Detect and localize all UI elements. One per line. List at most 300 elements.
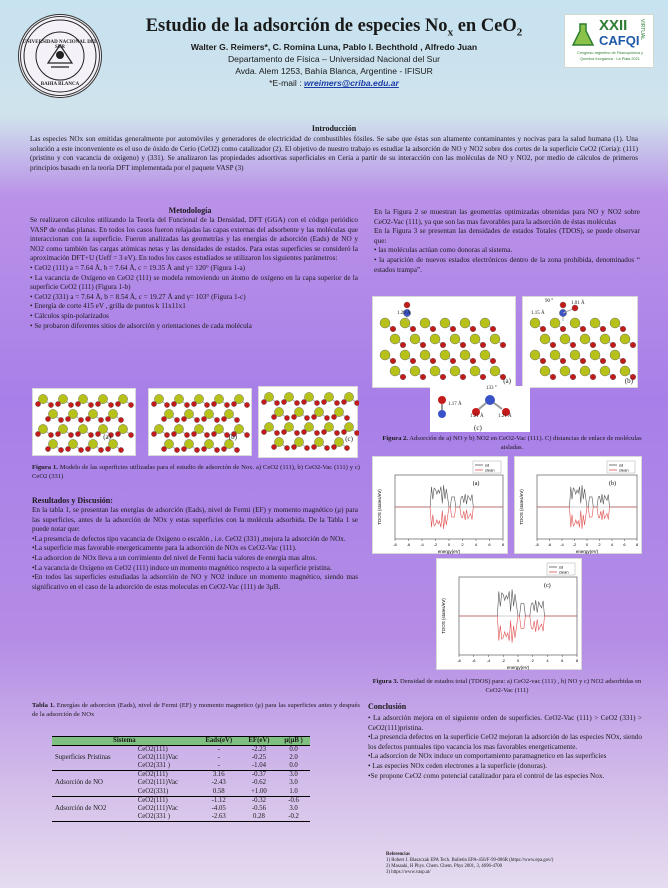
right-paragraph: • las moléculas actúan como donoras al sistema.	[374, 246, 513, 255]
plot-panel-label: (b)	[609, 481, 616, 487]
right-paragraph: En la Figura 2 se muestran las geometrías optimizadas obtenidas para NO y NO2 sobre CeO2-Vac (111), ya que son las mas favorables para la adsorción de éstas moléculas	[374, 208, 640, 226]
oxygen-atom	[231, 401, 236, 406]
fig2-panel-c	[430, 386, 530, 432]
oxygen-atom	[58, 447, 63, 452]
cerium-atom	[550, 318, 560, 328]
metodologia-bullet: • Energía de corte 415 eV , grilla de puntos k 11x11x1	[30, 302, 186, 311]
oxygen-atom	[95, 401, 100, 406]
results-table	[52, 736, 310, 822]
conclusion-paragraph: •La presencia defectos en la superficie CeO2 mejoran la adsorción de las especies NOx, siendo los defectos puntuales tipo vacancia los mas favorables energeticamente.	[368, 733, 642, 751]
cerium-atom	[400, 350, 410, 360]
oxygen-atom	[480, 342, 486, 348]
oxygen-atom	[68, 402, 73, 407]
oxygen-atom	[55, 401, 60, 406]
oxygen-atom	[261, 399, 266, 404]
table-cell: CeO2(111)Vac	[137, 779, 178, 787]
dos-trace-up	[459, 589, 577, 616]
fig2-dist: 1.17 Å	[448, 402, 462, 407]
table-cell: 3.0	[289, 779, 298, 787]
email-prefix: *E-mail :	[269, 78, 304, 88]
fig2-label-b: (b)	[624, 377, 633, 385]
table-header-row	[52, 737, 310, 746]
table-header: μ(μB )	[277, 737, 310, 746]
oxygen-atom	[164, 402, 169, 407]
logo-side: VIRTUAL	[639, 19, 645, 41]
table-cell: -0.62	[251, 779, 267, 787]
cerium-atom	[620, 334, 630, 344]
cerium-atom	[570, 350, 580, 360]
oxygen-atom	[304, 445, 309, 450]
oxygen-atom	[324, 415, 329, 420]
table-cell: +1.00	[241, 788, 277, 797]
oxygen-atom	[211, 431, 216, 436]
oxygen-atom	[470, 358, 476, 364]
resultados-paragraph: •La superficie mas favorable energeticamente para la adsorción de NOx es CeO2-Vac (111).	[32, 544, 297, 553]
table-cell: -4.05	[211, 804, 226, 812]
x-tick-label: 2	[598, 542, 601, 547]
oxygen-atom	[221, 416, 226, 421]
oxygen-atom	[540, 358, 546, 364]
table-cell: CeO2(111)	[137, 746, 168, 754]
x-tick-label: -6	[471, 658, 476, 663]
oxygen-atom	[204, 432, 209, 437]
table-cell: 0.58	[197, 788, 241, 797]
oxygen-atom	[580, 358, 586, 364]
oxygen-atom	[354, 400, 359, 405]
cerium-atom	[540, 366, 550, 376]
oxygen-atom	[344, 445, 349, 450]
fig2-caption-bold: Figura 2.	[382, 435, 408, 442]
oxygen-atom	[184, 432, 189, 437]
oxygen-atom	[304, 415, 309, 420]
table-header: Eads(eV)	[197, 737, 241, 746]
oxygen-atom	[201, 446, 206, 451]
oxygen-atom	[128, 402, 133, 407]
table-cell: 1.0	[277, 788, 310, 797]
oxygen-atom	[118, 417, 123, 422]
oxygen-atom	[105, 446, 110, 451]
oxygen-atom	[630, 342, 636, 348]
oxygen-atom	[184, 402, 189, 407]
oxygen-atom	[214, 417, 219, 422]
cerium-atom	[390, 334, 400, 344]
table-cell: CeO2(111)	[137, 771, 168, 779]
cerium-atom	[380, 350, 390, 360]
oxygen-atom	[35, 401, 40, 406]
oxygen-atom	[151, 431, 156, 436]
oxygen-atom	[65, 416, 70, 421]
title-sub-x: x	[447, 26, 454, 39]
cerium-atom	[470, 366, 480, 376]
fig2-label-c: (c)	[474, 424, 482, 432]
table-row	[52, 746, 310, 755]
fig1-panel-c	[258, 386, 358, 458]
logo-sub: CAFQI	[599, 33, 640, 48]
oxygen-atom	[291, 444, 296, 449]
x-axis-label: energy(eV)	[506, 665, 530, 670]
y-axis-label: TDOS (states/eV)	[377, 489, 382, 525]
oxygen-atom	[560, 326, 566, 332]
fig1-caption	[32, 464, 360, 481]
oxygen-atom	[115, 401, 120, 406]
cerium-atom	[530, 318, 540, 328]
table-header: EF(eV)	[241, 737, 277, 746]
cerium-atom	[430, 366, 440, 376]
table-header: Sistema	[52, 737, 197, 746]
table-cell: 0.0	[289, 746, 298, 754]
fig1-label-a: (a)	[103, 433, 111, 441]
oxygen-atom	[191, 401, 196, 406]
intro-heading: Introducción	[311, 124, 357, 133]
oxygen-atom	[460, 374, 466, 380]
cerium-atom	[440, 350, 450, 360]
cerium-atom	[620, 366, 630, 376]
oxygen-atom	[194, 447, 199, 452]
oxygen-atom	[400, 374, 406, 380]
dos-plot-c	[436, 558, 582, 670]
address: Avda. Alem 1253, Bahía Blanca, Argentine - IFISUR	[235, 66, 433, 76]
table-cell: -	[197, 762, 241, 771]
table-cell: -	[217, 754, 220, 762]
fig1-panel-b	[148, 388, 252, 456]
fig2-dist: 133 °	[486, 386, 497, 391]
oxygen-atom	[334, 400, 339, 405]
oxygen-atom	[440, 374, 446, 380]
x-tick-label: 6	[623, 542, 626, 547]
cerium-atom	[400, 318, 410, 328]
oxygen-atom	[314, 430, 319, 435]
conclusion-paragraph: •Se propone CeO2 como potencial catalizador para el control de las especies Nox.	[368, 771, 605, 780]
cerium-atom	[540, 334, 550, 344]
x-tick-label: 6	[488, 542, 491, 547]
table-cell: 3.16	[212, 771, 225, 779]
table-cell: -0.6	[288, 796, 299, 804]
oxygen-atom	[211, 401, 216, 406]
table-cell: 0.28	[241, 813, 277, 822]
oxygen-atom	[271, 444, 276, 449]
legend-label: clean	[485, 467, 495, 473]
dos-plot-a	[372, 456, 508, 554]
oxygen-atom	[271, 414, 276, 419]
right-text	[374, 208, 640, 275]
legend-label: sd	[559, 564, 564, 570]
table-cell: -2.63	[197, 813, 241, 822]
oxygen-atom	[324, 445, 329, 450]
legend-label: sd	[485, 462, 490, 468]
fig3-caption	[372, 678, 642, 695]
oxygen-atom	[224, 402, 229, 407]
fig1-panel-a	[32, 388, 136, 456]
oxygen-atom	[244, 402, 249, 407]
fig2-dist: 1.29 Å	[397, 311, 411, 316]
oxygen-atom	[171, 401, 176, 406]
right-paragraph: En la Figura 3 se presentan las densidades de estados Totales (TDOS), se puede observar que:	[374, 227, 640, 245]
y-axis-label: TDOS (states/eV)	[519, 489, 524, 525]
x-tick-label: -2	[433, 542, 438, 547]
conclusion-heading: Conclusión	[368, 702, 407, 711]
table-cell: CeO2(331 )	[135, 813, 197, 822]
metodologia-bullet: • Se probaron diferentes sitios de adsorción y orientaciones de cada molécula	[30, 321, 252, 330]
cerium-atom	[430, 334, 440, 344]
cerium-atom	[560, 334, 570, 344]
oxygen-atom	[341, 429, 346, 434]
no-adsorption-structure	[373, 297, 517, 389]
oxygen-atom	[274, 400, 279, 405]
oxygen-atom	[45, 416, 50, 421]
oxygen-atom	[500, 342, 506, 348]
x-tick-label: 8	[501, 542, 505, 547]
ceo2-111-structure	[33, 389, 137, 457]
logo-main: XXII	[599, 17, 628, 34]
table-cell: CeO2(111)Vac	[137, 804, 178, 812]
oxygen-atom	[600, 358, 606, 364]
oxygen-atom	[410, 358, 416, 364]
x-tick-label: -6	[406, 542, 411, 547]
table-cell: 2.0	[289, 754, 298, 762]
oxygen-atom	[294, 400, 299, 405]
oxygen-atom	[65, 446, 70, 451]
oxygen-atom	[191, 431, 196, 436]
oxygen-atom	[620, 358, 626, 364]
oxygen-atom	[174, 417, 179, 422]
x-tick-label: -4	[486, 658, 491, 663]
x-tick-label: 0	[447, 542, 451, 547]
oxygen-atom	[550, 374, 556, 380]
seal-text-bottom: BAHIA BLANCA	[40, 82, 80, 87]
cerium-atom	[610, 318, 620, 328]
table-group-name: Superficies Pristinas	[52, 746, 135, 771]
metodologia-paragraph: Se realizaron cálculos utilizando la Teoría del Funcional de la Densidad, DFT (GGA) con el código periódico VASP de ondas planas. En todos los casos fueron relajadas las capas externas del adsorbente y las moléculas que interaccionan con la superficie. Fueron analizadas las geometrías y las energías de adsorción (Eads) de NO y NO2 como también las cargas atómicas netas y las densidades de estados. Para estas superficies se consideró la aproximación DFT+U (Ueff = 3 eV). En todos los casos estudiados se utilizaron los siguientes parámetros:	[30, 216, 358, 263]
table-cell: -	[217, 746, 220, 754]
oxygen-atom	[161, 416, 166, 421]
legend-label: clean	[619, 467, 629, 473]
cerium-atom	[480, 350, 490, 360]
table-cell: -0.25	[251, 754, 267, 762]
oxygen-atom	[88, 402, 93, 407]
resultados-paragraph: •La adsorcion de NOx lleva a un corrimiento del nivel de Fermi hacia valores de energía mas altos.	[32, 553, 317, 562]
x-tick-label: 8	[635, 542, 639, 547]
oxygen-atom	[331, 414, 336, 419]
seal-text-top: UNIVERSIDAD NACIONAL DEL SUR	[22, 40, 98, 50]
table-cell: -0.32	[251, 796, 267, 804]
oxygen-atom	[450, 358, 456, 364]
metodologia-heading: Metodología	[168, 206, 212, 215]
oxygen-atom	[460, 342, 466, 348]
oxygen-atom	[48, 432, 53, 437]
oxygen-atom	[128, 432, 133, 437]
oxygen-atom	[344, 415, 349, 420]
oxygen-atom	[281, 429, 286, 434]
oxygen-atom	[570, 374, 576, 380]
table-cell: -0.2	[277, 813, 310, 822]
flask-icon	[569, 21, 597, 49]
oxygen-atom	[490, 326, 496, 332]
oxygen-atom	[610, 374, 616, 380]
table-row	[52, 796, 310, 805]
logo-line2: Química Inorgánica · La Plata 2021	[580, 57, 640, 61]
oxygen-atom	[321, 399, 326, 404]
x-tick-label: -2	[501, 658, 506, 663]
x-tick-label: -4	[420, 542, 424, 547]
oxygen-atom	[58, 417, 63, 422]
resultados-paragraph: •La vacancia de Oxígeno en CeO2 (111) induce un momento magnético respecto a la superficie pristina.	[32, 563, 332, 572]
oxygen-atom	[570, 342, 576, 348]
resultados-heading: Resultados y Discusión:	[32, 496, 113, 505]
oxygen-atom	[108, 402, 113, 407]
x-tick-label: 6	[561, 658, 564, 663]
table-cell: -1.12	[211, 796, 226, 804]
x-axis-label: energy(eV)	[575, 549, 599, 554]
x-tick-label: 4	[610, 542, 614, 547]
table-cell: -0.37	[251, 771, 267, 779]
cerium-atom	[580, 334, 590, 344]
legend-label: sd	[619, 462, 624, 468]
dos-plot-b-svg	[515, 457, 643, 555]
oxygen-atom	[610, 342, 616, 348]
fig1-label-b: (b)	[228, 433, 237, 441]
x-tick-label: 2	[531, 658, 534, 663]
oxygen-atom	[470, 326, 476, 332]
fig2-panel-b	[522, 296, 638, 388]
oxygen-atom	[78, 447, 83, 452]
oxygen-atom	[580, 326, 586, 332]
oxygen-atom	[400, 342, 406, 348]
oxygen-atom	[85, 446, 90, 451]
table-cell: CeO2(331)	[135, 788, 197, 797]
x-tick-label: -8	[457, 658, 461, 663]
oxygen-atom	[105, 416, 110, 421]
metodologia-text	[30, 216, 358, 331]
congress-logo	[564, 14, 654, 68]
oxygen-atom	[181, 446, 186, 451]
oxygen-atom	[98, 447, 103, 452]
fig2-label-a: (a)	[503, 377, 511, 385]
oxygen-atom	[48, 402, 53, 407]
oxygen-atom	[430, 358, 436, 364]
oxygen-atom	[55, 431, 60, 436]
fig2-caption-text: Adsorción de a) NO y b) NO2 en CeO2-Vac (111). C) distancias de enlace de moléculas aisladas.	[407, 435, 642, 451]
resultados-paragraph: •En todos las superficies estudiadas la adsorción de NO y NO2 induce un momento magnético, siendo mas significativo en el caso de la adsorción de estas moleculas en CeO2-Vac (111) de 3μB.	[32, 573, 358, 591]
dos-trace-up	[537, 485, 637, 507]
dos-trace-up	[395, 485, 503, 507]
table-group-name: Adsorción de NO2	[52, 796, 135, 821]
oxygen-atom	[68, 432, 73, 437]
oxygen-atom	[284, 415, 289, 420]
oxygen-atom	[620, 326, 626, 332]
table-cell: -2.43	[211, 779, 226, 787]
oxygen-atom	[88, 432, 93, 437]
fig1-caption-text: Modelo de las superficies utilizadas para el estudio de adsorción de Nox. a) CeO2 (111), b) CeO2-Vac (111) y c) CeO2 (331)	[32, 464, 360, 480]
resultados-paragraph: •La presencia de defectos tipo vacancia de Oxígeno o escalón , i.e. CeO2 (331) ,mejora la adsorción de NOx.	[32, 534, 346, 543]
plot-panel-label: (a)	[472, 481, 480, 487]
oxygen-atom	[314, 400, 319, 405]
reference-item: 3) https://www.vasp.at/	[386, 870, 431, 875]
oxygen-atom	[45, 446, 50, 451]
oxygen-atom	[560, 302, 566, 308]
x-axis-label: energy(eV)	[437, 549, 461, 554]
x-tick-label: 4	[474, 542, 478, 547]
cerium-atom	[460, 350, 470, 360]
oxygen-atom	[404, 302, 410, 308]
oxygen-atom	[590, 342, 596, 348]
poster-title	[110, 16, 558, 39]
x-tick-label: -4	[560, 542, 564, 547]
oxygen-atom	[590, 374, 596, 380]
oxygen-atom	[301, 399, 306, 404]
legend-label: clean	[559, 569, 569, 575]
oxygen-atom	[274, 430, 279, 435]
oxygen-atom	[440, 342, 446, 348]
table-cell: -0.56	[251, 804, 267, 812]
oxygen-atom	[75, 401, 80, 406]
cerium-atom	[530, 350, 540, 360]
oxygen-atom	[214, 447, 219, 452]
x-tick-label: 0	[516, 658, 520, 663]
oxygen-atom	[410, 326, 416, 332]
oxygen-atom	[281, 399, 286, 404]
oxygen-atom	[390, 326, 396, 332]
cerium-atom	[480, 318, 490, 328]
oxygen-atom	[420, 374, 426, 380]
dos-trace-down	[395, 507, 503, 529]
oxygen-atom	[294, 430, 299, 435]
dos-trace-down	[537, 507, 637, 529]
oxygen-atom	[420, 342, 426, 348]
oxygen-atom	[161, 446, 166, 451]
table-cell: CeO2(111)	[137, 796, 168, 804]
oxygen-atom	[550, 342, 556, 348]
oxygen-atom	[334, 430, 339, 435]
oxygen-atom	[95, 431, 100, 436]
fig1-label-c: (c)	[345, 435, 353, 443]
table-caption	[32, 702, 360, 719]
cerium-atom	[490, 334, 500, 344]
oxygen-atom	[115, 431, 120, 436]
title-mid: en CeO	[453, 16, 517, 36]
cerium-atom	[490, 366, 500, 376]
cerium-atom	[570, 318, 580, 328]
oxygen-atom	[341, 399, 346, 404]
cerium-atom	[600, 334, 610, 344]
oxygen-atom	[321, 429, 326, 434]
table-row	[52, 771, 310, 780]
title-sub-2: 2	[516, 26, 523, 39]
cerium-atom	[450, 366, 460, 376]
conclusion-paragraph: •La adsorcion de NOx induce un comportamiento paramagnetico en las superficies	[368, 752, 607, 761]
email-link[interactable]: wreimers@criba.edu.ar	[304, 78, 399, 88]
oxygen-atom	[194, 417, 199, 422]
conclusion-paragraph: • Las especies NOx ceden electrones a la superficie (donoras).	[368, 761, 547, 770]
fig2-dist: 1.21 Å	[470, 414, 484, 419]
oxygen-atom	[390, 358, 396, 364]
table-cell: CeO2(111)Vac	[137, 754, 178, 762]
x-tick-label: -6	[547, 542, 552, 547]
cerium-atom	[460, 318, 470, 328]
fig2-dist: 1.01 Å	[571, 301, 585, 306]
oxygen-atom	[354, 430, 359, 435]
cerium-atom	[590, 350, 600, 360]
oxygen-atom	[540, 326, 546, 332]
oxygen-atom	[221, 446, 226, 451]
oxygen-atom	[284, 445, 289, 450]
title-main: Estudio de la adsorción de especies No	[145, 16, 448, 36]
fig3-caption-bold: Figura 3.	[372, 678, 399, 685]
oxygen-atom	[171, 431, 176, 436]
oxygen-atom	[311, 414, 316, 419]
oxygen-atom	[35, 431, 40, 436]
x-tick-label: 0	[585, 542, 589, 547]
authors: Walter G. Reimers*, C. Romina Luna, Pablo I. Bechthold , Alfredo Juan	[190, 42, 478, 52]
